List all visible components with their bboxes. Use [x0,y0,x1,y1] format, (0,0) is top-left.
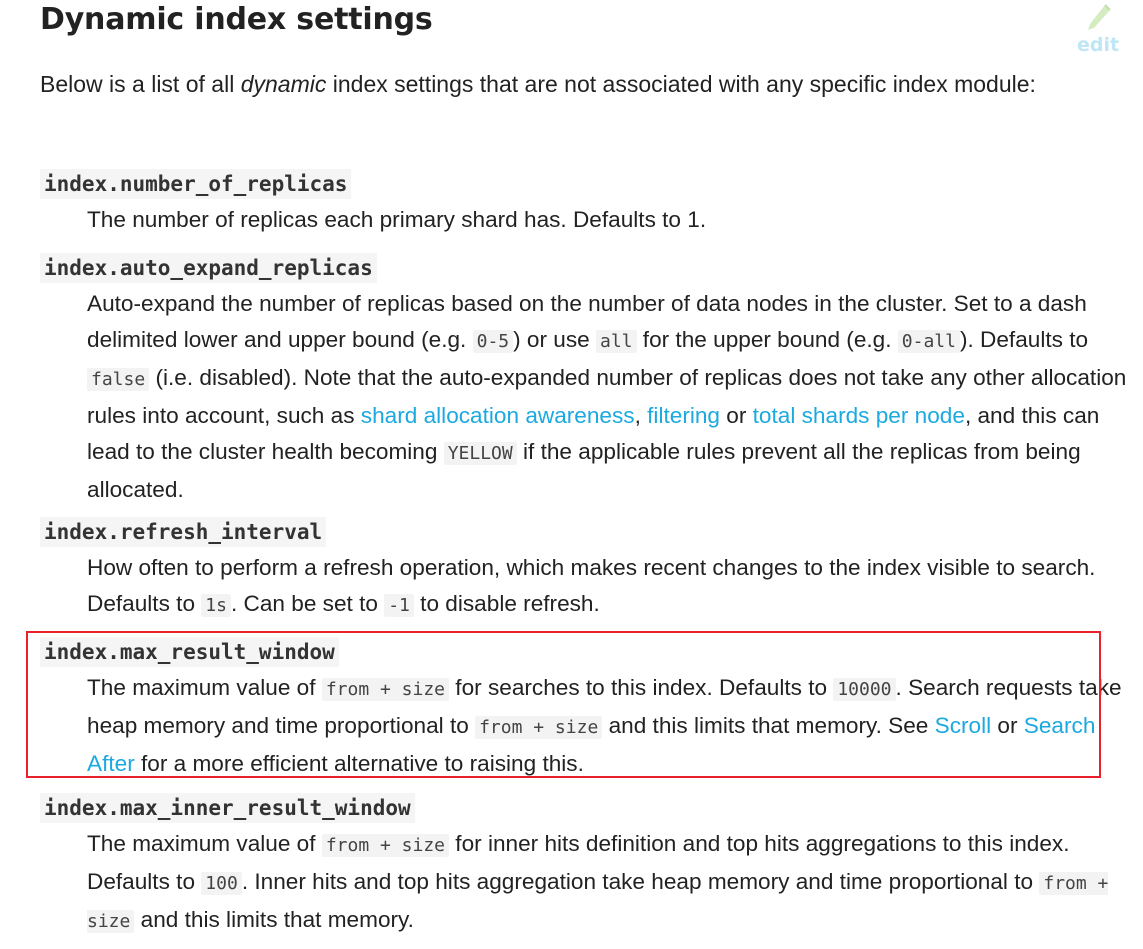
edit-label: edit [1076,34,1120,56]
code-snippet: from + size [87,873,1109,932]
code-snippet: 0-5 [473,330,514,353]
setting-term-number-of-replicas: index.number_of_replicas [40,169,351,199]
setting-term-auto-expand-replicas: index.auto_expand_replicas [40,253,377,283]
intro-paragraph: Below is a list of all dynamic index settings that are not associated with any specific index module: [40,71,1036,97]
code-snippet: from + size [322,834,449,857]
code-snippet: YELLOW [444,442,517,465]
code-snippet: 100 [201,872,242,895]
highlight-box [26,631,1101,778]
setting-term-max-result-window: index.max_result_window [40,637,339,667]
link-filtering[interactable]: filtering [647,403,720,428]
setting-desc-max-result-window: The maximum value of from + size for searches to this index. Defaults to 10000 . Search requests take heap memory and time proportional to from + size and this limits that memory. See Scroll or Search After for a more efficient alternative to raising this. [87,675,1122,776]
edit-link[interactable] [1076,2,1120,64]
code-snippet: from + size [475,716,602,739]
code-snippet: from + size [322,678,449,701]
setting-desc-max-inner-result-window: The maximum value of from + size for inner hits definition and top hits aggregations to this index. Defaults to 100 . Inner hits and top hits aggregation take heap memory and time proportional to from + size and this limits that memory. [87,831,1109,932]
link-scroll[interactable]: Scroll [934,713,992,738]
setting-desc-auto-expand-replicas: Auto-expand the number of replicas based on the number of data nodes in the cluster. Set to a dash delimited lower and upper bound (e.g. 0-5 ) or use all for the upper bound (e.g. 0-all ). Defaults to false (i.e. disabled). Note that the auto-expanded number of replicas does not take any other allocation rules into account, such as shard allocation awareness, filtering or total shards per node, and this can lead to the cluster health becoming YELLOW if the applicable rules prevent all the replicas from being allocated. [87,291,1127,502]
link-total-shards-per-node[interactable]: total shards per node [752,403,965,428]
pencil-icon [1083,2,1113,36]
page-title: Dynamic index settings [40,2,433,37]
code-snippet: false [87,368,149,391]
code-snippet: 10000 [833,678,895,701]
code-snippet: all [596,330,637,353]
link-shard-allocation-awareness[interactable]: shard allocation awareness [360,403,635,428]
setting-term-max-inner-result-window: index.max_inner_result_window [40,793,415,823]
setting-term-refresh-interval: index.refresh_interval [40,517,326,547]
code-snippet: 0-all [898,330,960,353]
setting-desc-number-of-replicas: The number of replicas each primary shard has. Defaults to 1. [87,207,707,232]
code-snippet: -1 [384,594,414,617]
intro-emphasis: dynamic [240,71,327,97]
link-search-after[interactable]: Search After [87,713,1096,776]
code-snippet: 1s [201,594,231,617]
setting-desc-refresh-interval: How often to perform a refresh operation, which makes recent changes to the index visible to search. Defaults to 1s . Can be set to -1 to disable refresh. [87,555,1096,616]
